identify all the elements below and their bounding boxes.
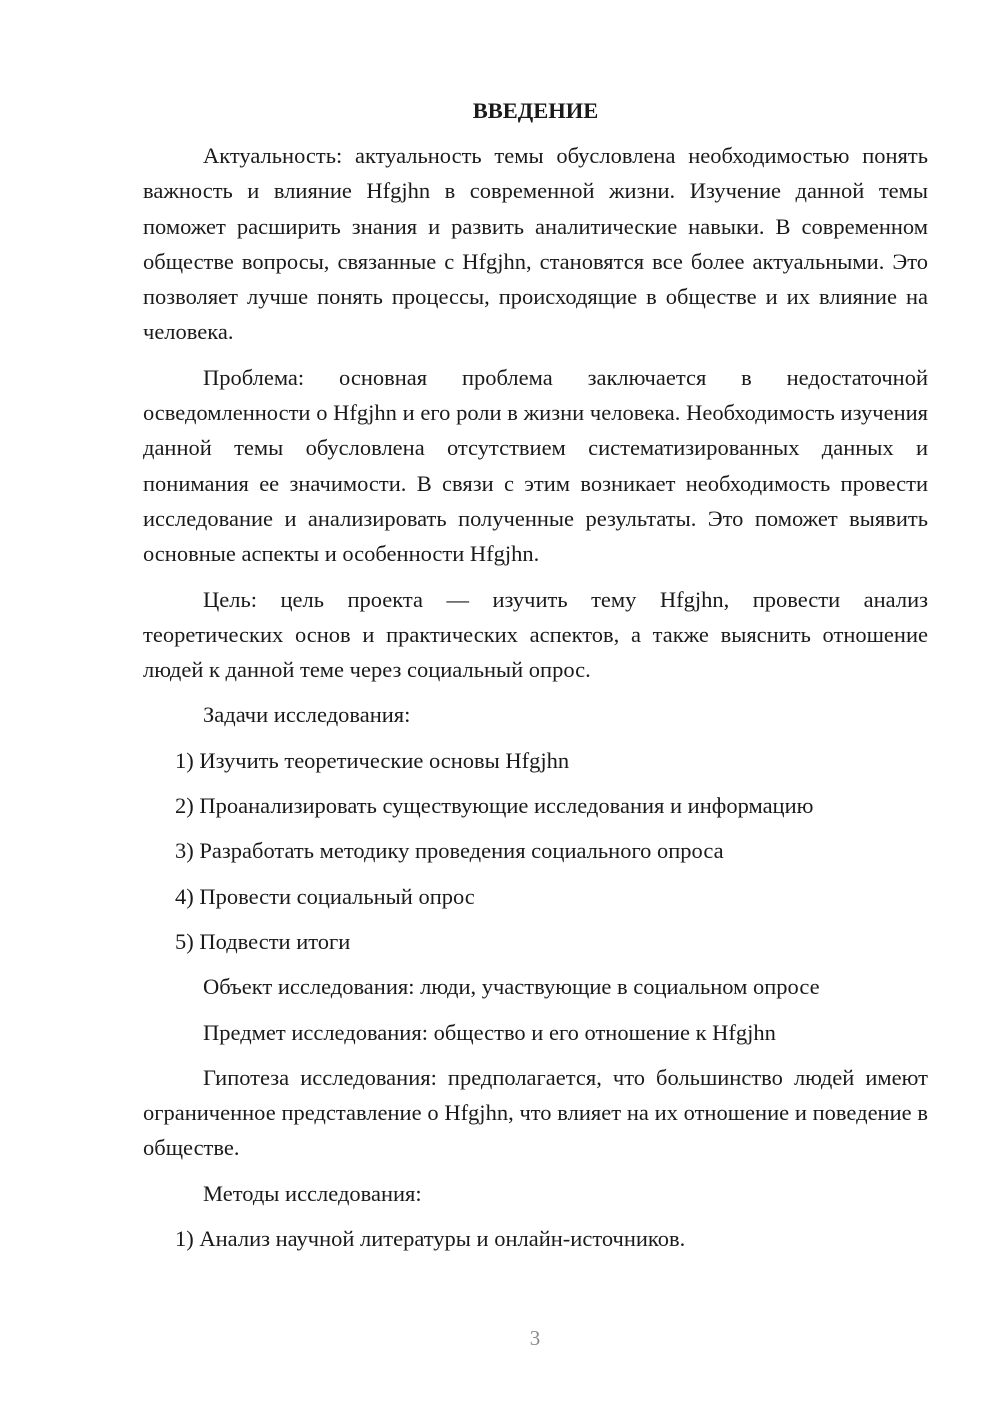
method-item: 1) Анализ научной литературы и онлайн-источников.: [175, 1226, 686, 1252]
task-item: 5) Подвести итоги: [175, 928, 351, 954]
task-item: 4) Провести социальный опрос: [175, 883, 475, 909]
document-page: [143, 93, 928, 1266]
methods-heading: Методы исследования:: [203, 1180, 422, 1206]
task-item: 2) Проанализировать существующие исследования и информацию: [175, 793, 814, 819]
section-title: ВВЕДЕНИЕ: [472, 98, 599, 123]
goal-paragraph: Цель: цель проекта — изучить тему Hfgjhn, провести анализ теоретических основ и практических аспектов, а также выяснить отношение людей к данной теме через социальный опрос.: [143, 586, 928, 683]
task-item: 1) Изучить теоретические основы Hfgjhn: [175, 747, 570, 773]
subject-line: Предмет исследования: общество и его отношение к Hfgjhn: [203, 1019, 776, 1045]
relevance-paragraph: Актуальность: актуальность темы обусловлена необходимостью понять важность и влияние Hfgjhn в современной жизни. Изучение данной темы поможет расширить знания и развить аналитические навыки. В современном обществе вопросы, связанные с Hfgjhn, становятся все более актуальными. Это позволяет лучше понять процессы, происходящие в обществе и их влияние на человека.: [143, 143, 928, 345]
problem-paragraph: Проблема: основная проблема заключается в недостаточной осведомленности о Hfgjhn и его роли в жизни человека. Необходимость изучения данной темы обусловлена отсутствием систематизированных данных и понимания ее значимости. В связи с этим возникает необходимость провести исследование и анализировать полученные результаты. Это поможет выявить основные аспекты и особенности Hfgjhn.: [143, 364, 928, 567]
tasks-heading: Задачи исследования:: [203, 702, 411, 728]
task-item: 3) Разработать методику проведения социального опроса: [175, 838, 724, 864]
object-line: Объект исследования: люди, участвующие в социальном опросе: [203, 974, 820, 1000]
hypothesis-paragraph: Гипотеза исследования: предполагается, что большинство людей имеют ограниченное представление о Hfgjhn, что влияет на их отношение и поведение в обществе.: [143, 1064, 928, 1161]
page-number: 3: [529, 1326, 541, 1350]
